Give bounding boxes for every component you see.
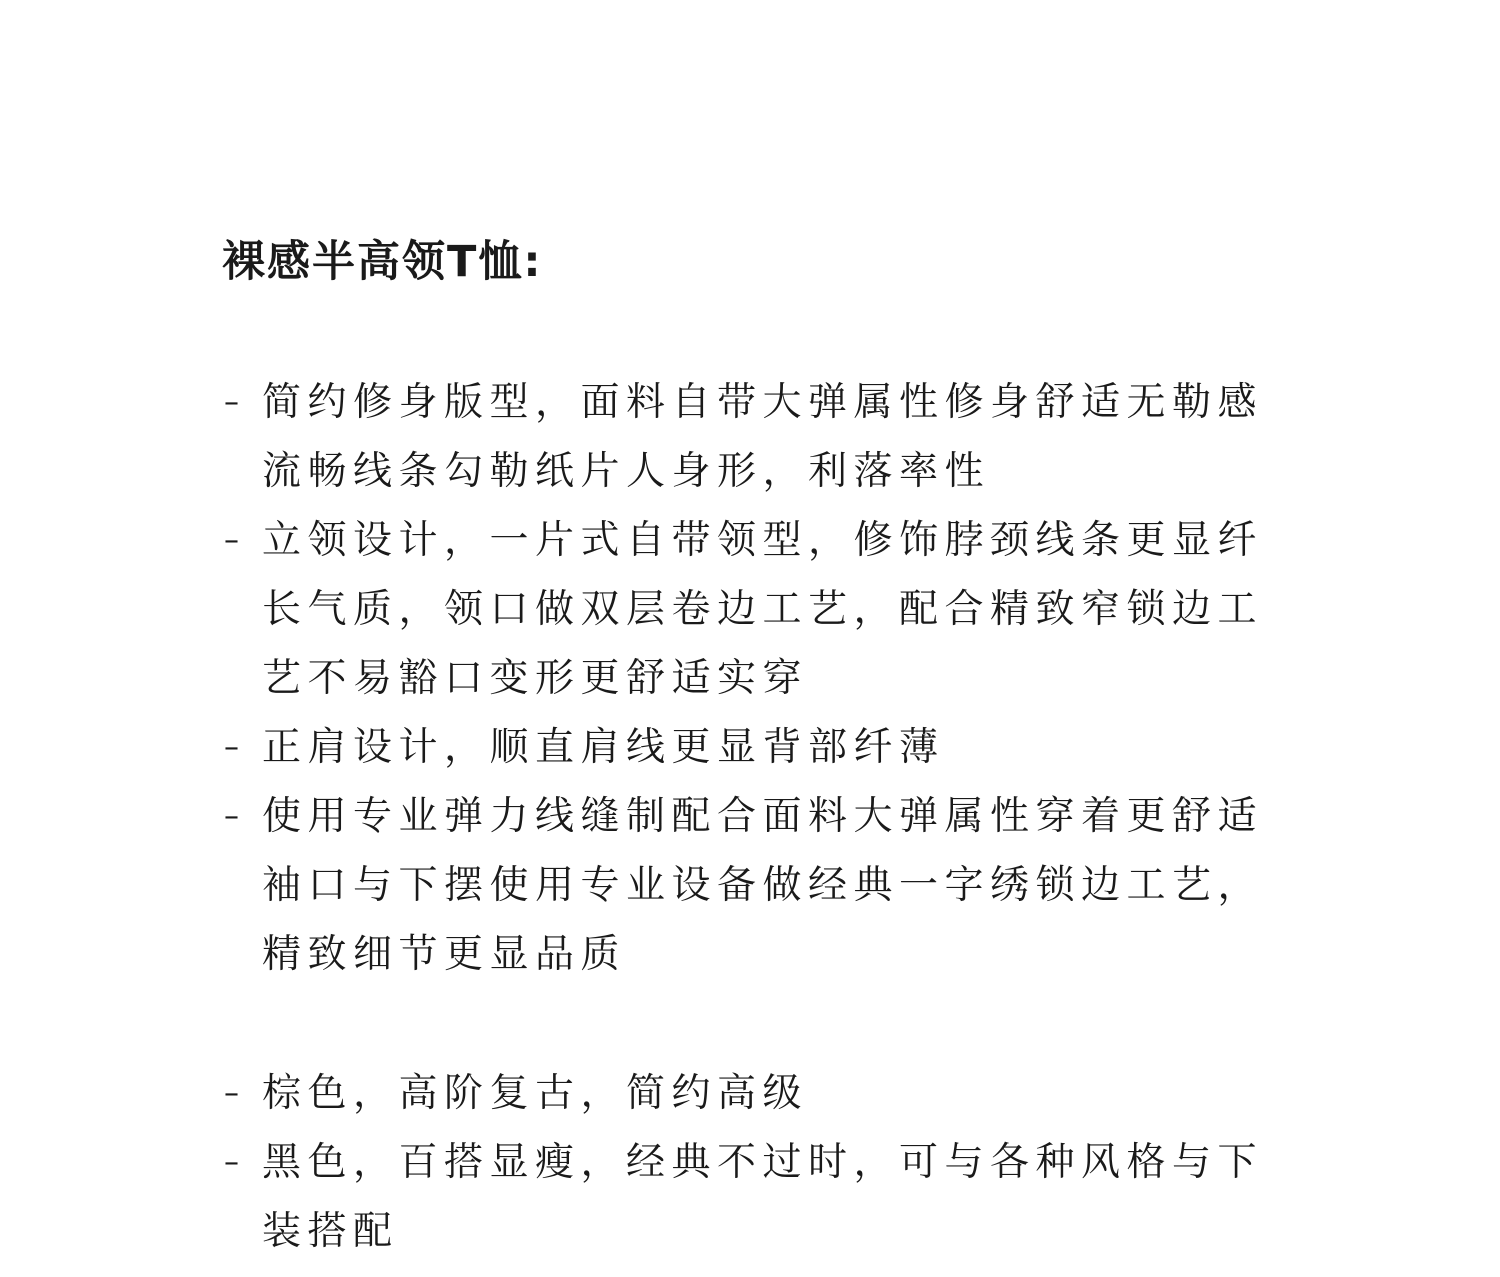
- feature-line: 精致细节更显品质: [262, 932, 627, 977]
- feature-item: [222, 368, 1302, 506]
- feature-line: 袖口与下摆使用专业设备做经典一字绣锁边工艺，: [262, 863, 1264, 908]
- feature-list: [222, 368, 1302, 989]
- feature-item: [222, 506, 1302, 713]
- feature-line: 长气质，领口做双层卷边工艺，配合精致窄锁边工: [262, 587, 1264, 632]
- feature-line: 流畅线条勾勒纸片人身形，利落率性: [262, 449, 991, 494]
- color-item: [222, 1059, 1302, 1128]
- color-line: 黑色，百搭显瘦，经典不过时，可与各种风格与下: [262, 1140, 1264, 1185]
- feature-line: 艺不易豁口变形更舒适实穿: [262, 656, 809, 701]
- color-line: 装搭配: [262, 1209, 399, 1254]
- product-description: [222, 232, 1302, 1266]
- bullet-dash: –: [224, 523, 239, 558]
- bullet-dash: –: [224, 799, 239, 834]
- feature-line: 立领设计，一片式自带领型，修饰脖颈线条更显纤: [262, 518, 1264, 563]
- feature-line: 使用专业弹力线缝制配合面料大弹属性穿着更舒适: [262, 794, 1264, 839]
- bullet-dash: –: [224, 730, 239, 765]
- color-item: [222, 1128, 1302, 1266]
- feature-line: 简约修身版型，面料自带大弹属性修身舒适无勒感: [262, 380, 1264, 425]
- bullet-dash: –: [224, 1145, 239, 1180]
- color-list: [222, 1059, 1302, 1266]
- product-title: 裸感半高领T恤:: [222, 237, 543, 287]
- color-line: 棕色，高阶复古，简约高级: [262, 1071, 809, 1116]
- feature-item: [222, 782, 1302, 989]
- feature-line: 正肩设计，顺直肩线更显背部纤薄: [262, 725, 945, 770]
- bullet-dash: –: [224, 385, 239, 420]
- feature-item: [222, 713, 1302, 782]
- bullet-dash: –: [224, 1076, 239, 1111]
